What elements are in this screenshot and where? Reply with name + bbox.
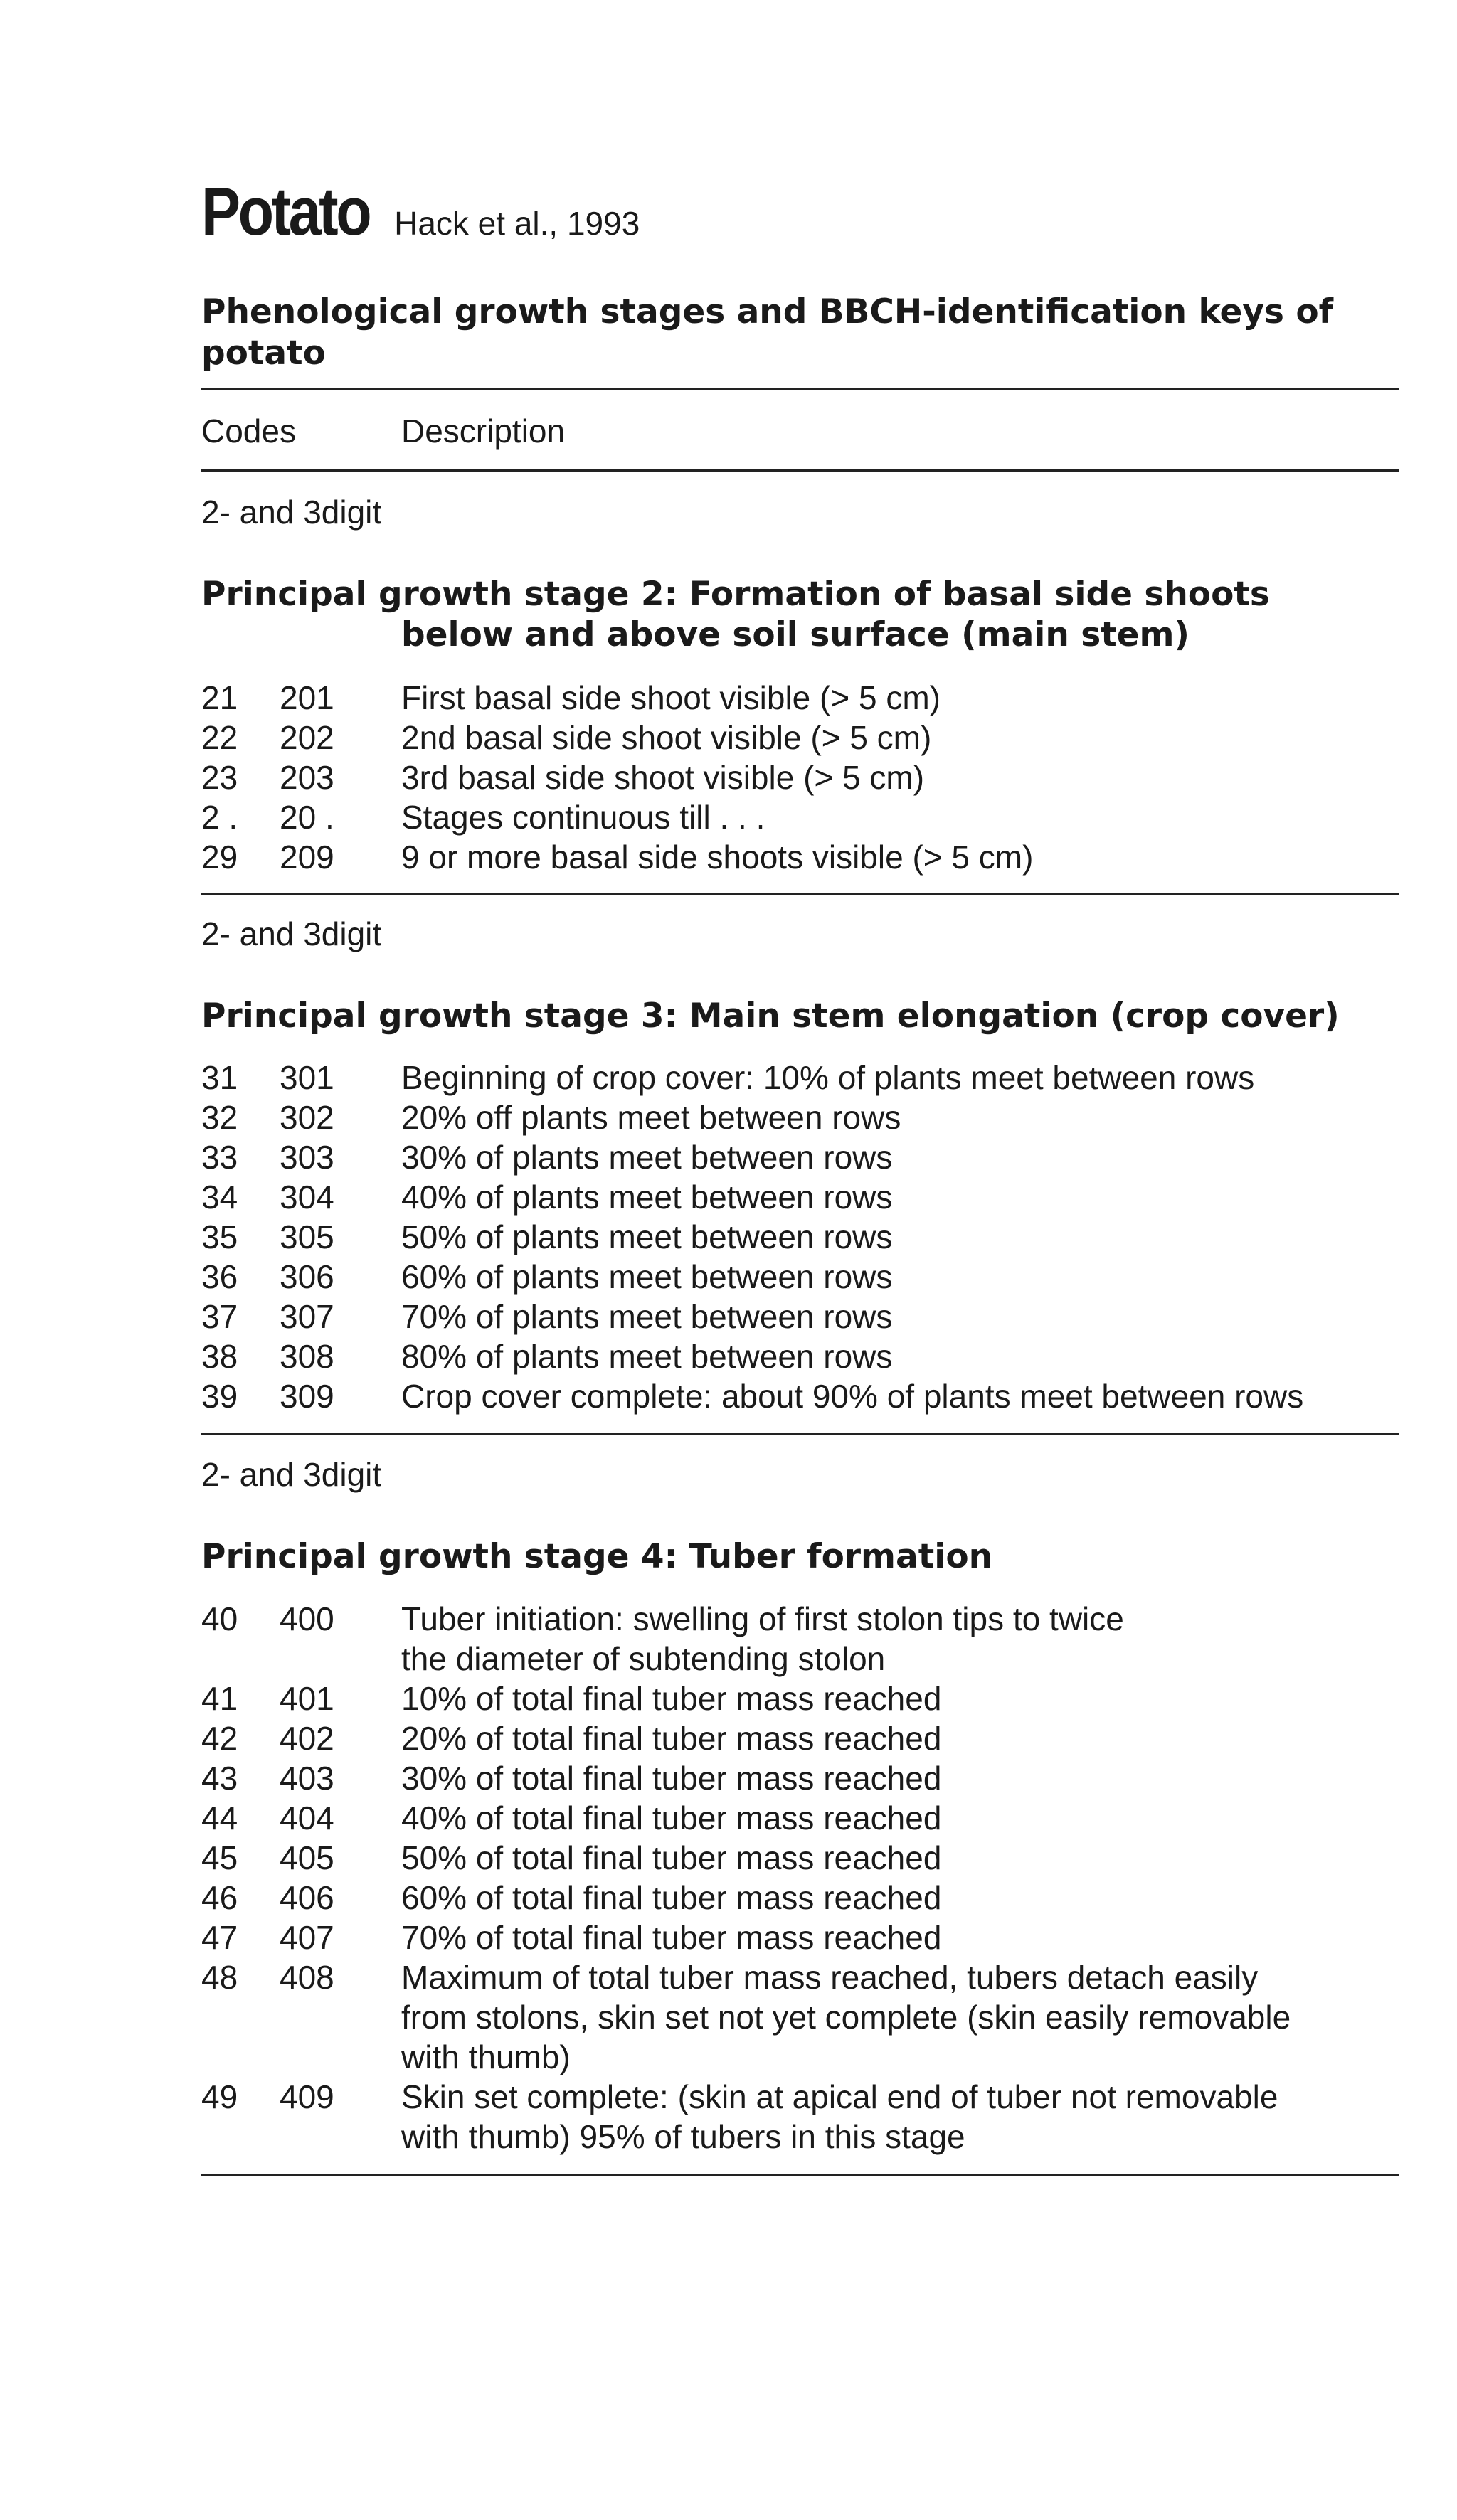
table-row [201, 2077, 1399, 2157]
code-3digit: 309 [280, 1378, 334, 1415]
table-row [201, 1599, 1399, 1679]
code-3digit: 404 [280, 1799, 334, 1836]
code-table [201, 1058, 1399, 1416]
code-3digit: 403 [280, 1760, 334, 1797]
code-3digit: 402 [280, 1720, 334, 1757]
code-3digit: 209 [280, 839, 334, 876]
table-row [201, 1097, 1399, 1137]
code-2digit: 43 [201, 1760, 238, 1797]
code-2digit: 29 [201, 839, 238, 876]
top-rule [201, 388, 1399, 390]
code-2digit: 21 [201, 679, 238, 716]
code-2digit: 39 [201, 1378, 238, 1415]
code-3digit: 405 [280, 1839, 334, 1876]
code-3digit: 202 [280, 719, 334, 756]
code-3digit: 306 [280, 1258, 334, 1295]
table-row [201, 1336, 1399, 1376]
section-rule [201, 1433, 1399, 1435]
stage-title-line1: Principal growth stage 2: Formation of basal side shoots [201, 575, 1270, 614]
code-3digit: 407 [280, 1919, 334, 1956]
code-2digit: 34 [201, 1179, 238, 1216]
stage-description: 2nd basal side shoot visible (> 5 cm) [401, 719, 932, 756]
header-codes: Codes [201, 413, 296, 450]
stage-description: First basal side shoot visible (> 5 cm) [401, 679, 941, 716]
stage-description: 70% of total final tuber mass reached [401, 1919, 942, 1956]
code-2digit: 41 [201, 1680, 238, 1717]
stage-description: 40% of plants meet between rows [401, 1179, 893, 1216]
code-2digit: 36 [201, 1258, 238, 1295]
code-2digit: 45 [201, 1839, 238, 1876]
title-reference: Hack et al., 1993 [394, 205, 640, 242]
code-3digit: 303 [280, 1139, 334, 1176]
header-rule [201, 469, 1399, 472]
code-2digit: 31 [201, 1059, 238, 1096]
stage-description: Maximum of total tuber mass reached, tubers detach easily from stolons, skin set not yet complete (skin easily removable with thumb) [401, 1959, 1291, 2075]
stage-description: 30% of total final tuber mass reached [401, 1760, 942, 1797]
table-row [201, 1918, 1399, 1957]
stage-description: Stages continuous till . . . [401, 799, 765, 836]
code-2digit: 35 [201, 1218, 238, 1255]
section-digit-label: 2- and 3digit [201, 494, 382, 531]
code-2digit: 47 [201, 1919, 238, 1956]
table-row [201, 718, 1399, 757]
table-row [201, 1798, 1399, 1838]
table-row [201, 1376, 1399, 1416]
code-3digit: 203 [280, 759, 334, 796]
code-2digit: 22 [201, 719, 238, 756]
code-2digit: 38 [201, 1338, 238, 1375]
code-3digit: 400 [280, 1600, 334, 1637]
code-3digit: 409 [280, 2078, 334, 2115]
stage-description: 50% of total final tuber mass reached [401, 1839, 942, 1876]
table-row [201, 1718, 1399, 1758]
stage-description: Crop cover complete: about 90% of plants meet between rows [401, 1378, 1304, 1415]
stage-description: 30% of plants meet between rows [401, 1139, 893, 1176]
table-row [201, 1957, 1399, 2077]
code-3digit: 301 [280, 1059, 334, 1096]
subtitle: Phenological growth stages and BBCH-identification keys of potato [201, 292, 1334, 373]
code-table [201, 1599, 1399, 2157]
table-row [201, 1137, 1399, 1177]
stage-description: 3rd basal side shoot visible (> 5 cm) [401, 759, 925, 796]
code-3digit: 304 [280, 1179, 334, 1216]
code-2digit: 48 [201, 1959, 238, 1996]
stage-title [201, 574, 1270, 655]
code-2digit: 46 [201, 1879, 238, 1916]
stage-description: 20% off plants meet between rows [401, 1099, 901, 1136]
stage-description: Tuber initiation: swelling of first stolon tips to twice the diameter of subtending stolon [401, 1600, 1124, 1677]
table-row [201, 1177, 1399, 1217]
code-3digit: 406 [280, 1879, 334, 1916]
stage-description: 60% of total final tuber mass reached [401, 1879, 942, 1916]
table-row [201, 1257, 1399, 1297]
code-2digit: 33 [201, 1139, 238, 1176]
table-row [201, 1758, 1399, 1798]
stage-title-line1: Principal growth stage 3: Main stem elongation (crop cover) [201, 996, 1340, 1036]
code-3digit: 401 [280, 1680, 334, 1717]
code-3digit: 302 [280, 1099, 334, 1136]
stage-description: 10% of total final tuber mass reached [401, 1680, 942, 1717]
stage-title [201, 996, 1340, 1036]
table-row [201, 837, 1399, 877]
section-digit-label: 2- and 3digit [201, 1456, 382, 1493]
stage-description: Beginning of crop cover: 10% of plants meet between rows [401, 1059, 1255, 1096]
code-2digit: 42 [201, 1720, 238, 1757]
code-3digit: 307 [280, 1298, 334, 1335]
table-row [201, 1217, 1399, 1257]
stage-description: 20% of total final tuber mass reached [401, 1720, 942, 1757]
stage-description: 80% of plants meet between rows [401, 1338, 893, 1375]
section-rule [201, 893, 1399, 895]
code-3digit: 305 [280, 1218, 334, 1255]
code-3digit: 201 [280, 679, 334, 716]
code-3digit: 308 [280, 1338, 334, 1375]
table-row [201, 678, 1399, 718]
code-table [201, 678, 1399, 877]
table-row [201, 1058, 1399, 1097]
table-row [201, 1838, 1399, 1878]
stage-title-line1: Principal growth stage 4: Tuber formation [201, 1537, 993, 1576]
stage-description: 70% of plants meet between rows [401, 1298, 893, 1335]
stage-description: 40% of total final tuber mass reached [401, 1799, 942, 1836]
table-row [201, 1679, 1399, 1718]
code-2digit: 37 [201, 1298, 238, 1335]
stage-description: Skin set complete: (skin at apical end of tuber not removable with thumb) 95% of tubers in this stage [401, 2078, 1278, 2155]
page-title: Potato [201, 174, 370, 250]
code-3digit: 20 . [280, 799, 334, 836]
stage-description: 50% of plants meet between rows [401, 1218, 893, 1255]
bottom-rule [201, 2174, 1399, 2176]
stage-title [201, 1536, 992, 1577]
code-2digit: 23 [201, 759, 238, 796]
table-row [201, 757, 1399, 797]
table-row [201, 797, 1399, 837]
table-row [201, 1878, 1399, 1918]
stage-title-line2: below and above soil surface (main stem) [401, 615, 1190, 654]
code-2digit: 49 [201, 2078, 238, 2115]
stage-description: 60% of plants meet between rows [401, 1258, 893, 1295]
code-2digit: 2 . [201, 799, 238, 836]
title-row [201, 174, 640, 250]
header-description: Description [401, 413, 566, 450]
table-row [201, 1297, 1399, 1336]
code-3digit: 408 [280, 1959, 334, 1996]
code-2digit: 32 [201, 1099, 238, 1136]
code-2digit: 44 [201, 1799, 238, 1836]
stage-description: 9 or more basal side shoots visible (> 5 cm) [401, 839, 1034, 876]
code-2digit: 40 [201, 1600, 238, 1637]
section-digit-label: 2- and 3digit [201, 915, 382, 952]
